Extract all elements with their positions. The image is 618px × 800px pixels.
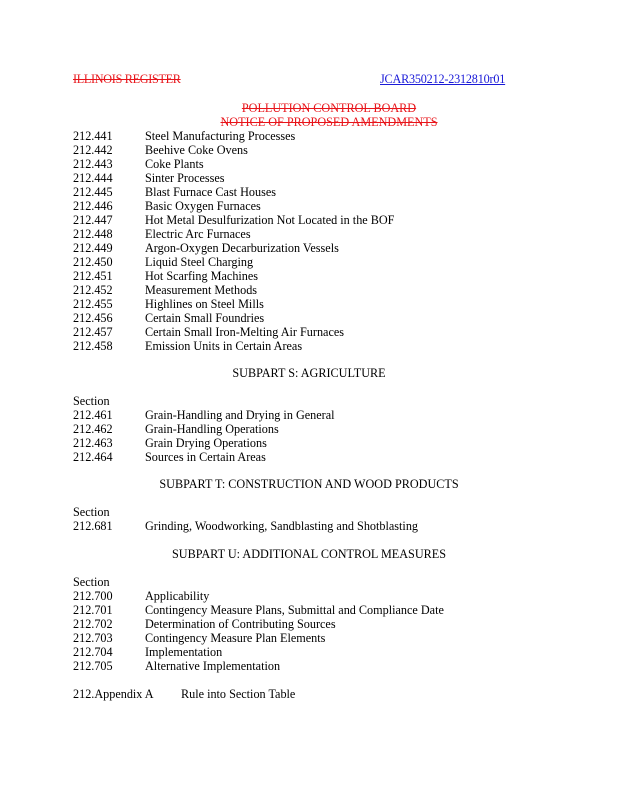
section-row: 212.456 Certain Small Foundries: [73, 311, 265, 325]
section-row: 212.450 Liquid Steel Charging: [73, 255, 254, 269]
section-row: 212.701 Contingency Measure Plans, Submittal and Compliance Date: [73, 603, 444, 617]
section-row: 212.681 Grinding, Woodworking, Sandblasting and Shotblasting: [73, 519, 419, 533]
section-row: 212.455 Highlines on Steel Mills: [73, 297, 264, 311]
subpart-u-heading: SUBPART U: ADDITIONAL CONTROL MEASURES: [172, 547, 446, 561]
section-label: Section: [73, 505, 110, 519]
subpart-s-heading: SUBPART S: AGRICULTURE: [232, 366, 386, 380]
section-row: 212.462 Grain-Handling Operations: [73, 422, 279, 436]
section-row: 212.457 Certain Small Iron-Melting Air Furnaces: [73, 325, 345, 339]
section-row: 212.705 Alternative Implementation: [73, 659, 281, 673]
section-label: Section: [73, 394, 110, 408]
board-title: POLLUTION CONTROL BOARD: [241, 101, 417, 115]
section-row: 212.441 Steel Manufacturing Processes: [73, 129, 296, 143]
section-row: 212.700 Applicability: [73, 589, 210, 603]
section-row: 212.704 Implementation: [73, 645, 223, 659]
section-row: 212.445 Blast Furnace Cast Houses: [73, 185, 276, 199]
register-header: ILLINOIS REGISTER: [73, 72, 181, 86]
section-row: 212.458 Emission Units in Certain Areas: [73, 339, 303, 353]
section-row: 212.702 Determination of Contributing Sources: [73, 617, 336, 631]
section-row: 212.448 Electric Arc Furnaces: [73, 227, 251, 241]
section-row: 212.447 Hot Metal Desulfurization Not Located in the BOF: [73, 213, 395, 227]
section-row: 212.449 Argon-Oxygen Decarburization Vessels: [73, 241, 339, 255]
document-code-link[interactable]: JCAR350212-2312810r01: [380, 72, 506, 86]
section-row: 212.451 Hot Scarfing Machines: [73, 269, 259, 283]
section-label: Section: [73, 575, 110, 589]
section-row: 212.444 Sinter Processes: [73, 171, 225, 185]
section-row: 212.442 Beehive Coke Ovens: [73, 143, 248, 157]
section-row: 212.461 Grain-Handling and Drying in General: [73, 408, 335, 422]
section-row: 212.703 Contingency Measure Plan Elements: [73, 631, 326, 645]
section-row: 212.446 Basic Oxygen Furnaces: [73, 199, 261, 213]
subpart-t-heading: SUBPART T: CONSTRUCTION AND WOOD PRODUCTS: [159, 477, 459, 491]
section-row: 212.464 Sources in Certain Areas: [73, 450, 266, 464]
section-row: 212.452 Measurement Methods: [73, 283, 258, 297]
notice-title: NOTICE OF PROPOSED AMENDMENTS: [220, 115, 438, 129]
appendix-row: 212.Appendix A Rule into Section Table: [73, 687, 296, 701]
section-row: 212.443 Coke Plants: [73, 157, 204, 171]
section-row: 212.463 Grain Drying Operations: [73, 436, 267, 450]
